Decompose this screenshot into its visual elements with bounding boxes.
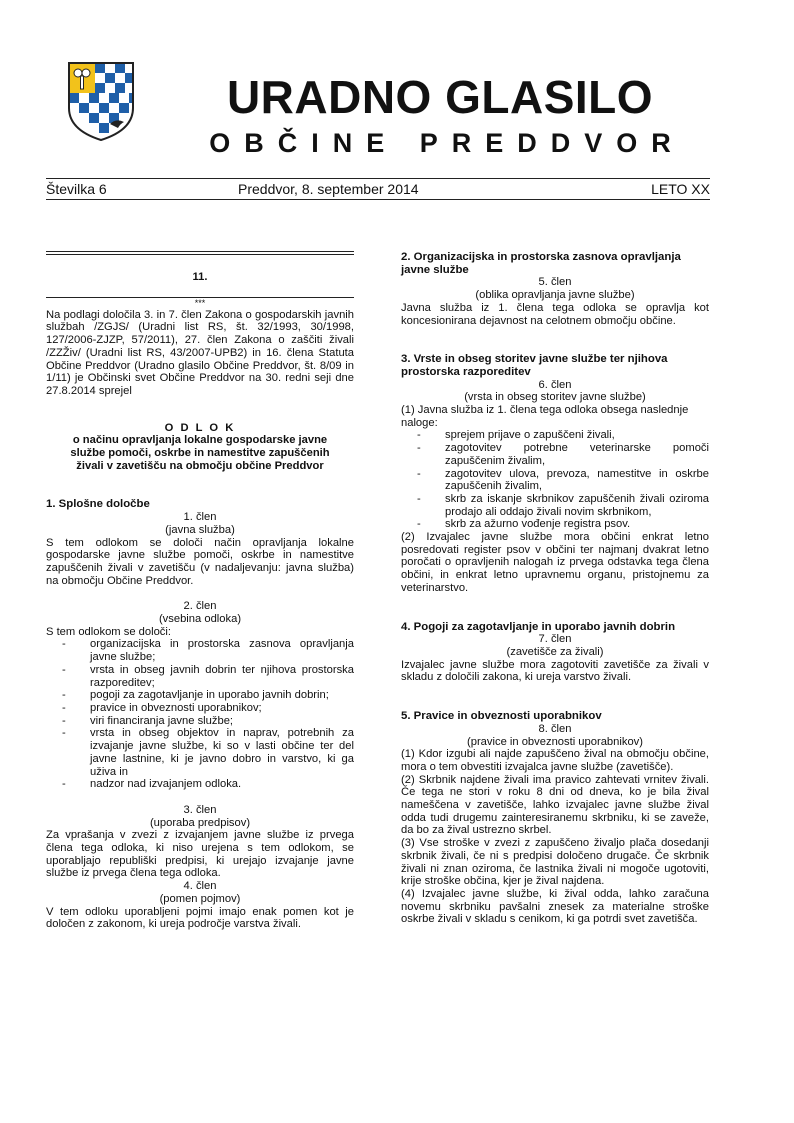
document-number: 11. [192,271,208,283]
article-number: 4. člen [183,880,217,893]
article-title: (pravice in obveznosti uporabnikov) [467,735,643,748]
list-item: - zagotovitev ulova, prevoza, namestitve in oskrbe zapuščenih živalim, [401,468,709,493]
issue-number: Številka 6 [46,181,107,197]
article-number: 6. člen [538,378,572,391]
list-item: - viri financiranja javne službe; [46,715,354,728]
article-text: (4) Izvajalec javne službe, ki žival odda, lahko zaračuna novemu skrbniku pavšalni znesek za materialne stroške oskrbe živali v skladu s cenikom, ki ga potrdi svet zavetišča. [401,887,709,926]
article-title: (javna služba) [165,523,235,536]
list-item: - skrb za ažurno vođenje registra psov. [401,518,709,531]
issue-place-date: Preddvor, 8. september 2014 [238,181,419,197]
list-item: - sprejem prijave o zapuščeni živali, [401,429,709,442]
article-number: 2. člen [183,600,217,613]
article-title: (pomen pojmov) [159,892,241,905]
article-text: (1) Kdor izgubi ali najde zapuščeno žival na območju občine, mora o tem obvestiti izvajalca javne službe (zavetišče). [401,748,709,773]
article-text: (3) Vse stroške v zvezi z zapuščeno živaljo plača dosedanji skrbnik živali, če ni s predpisi določeno drugače. Če skrbnik živali ni znan oziroma, če lastnika živali ni mogoče ugotoviti, krije stroške občina, kjer je žival najdena. [401,837,709,888]
section-heading: 1. Splošne določbe [46,498,150,511]
list-item: - vrsta in obseg javnih dobrin ter njihova prostorska razporeditev; [46,664,354,689]
odlok-subtitle-2: službe pomoči, oskrbe in namestitve zapuščenih [70,447,330,460]
article-text: (2) Izvajalec javne službe mora občini enkrat letno posredovati register psov v občini ter najmanj dvakrat letno poročati o opravljenih nalogah iz prvega odstavka tega člena občini, in enkrat letno upravnemu organu, pristojnemu za veterinarstvo. [401,531,709,594]
article-number: 8. člen [538,722,572,735]
article-text: Javna služba iz 1. člena tega odloka se opravlja kot koncesionirana dejavnost na celotnem območju občine. [401,301,709,327]
odlok-title: O D L O K [164,421,236,434]
article-text: (2) Skrbnik najdene živali ima pravico zahtevati vrnitev živali. Če tega ne stori v roku 8 dni od dneva, ko je bila žival nameščena v zavetišče, lahko izvajalec javne službe žival odda tudi drugemu zainteresiranemu skrbniku, ki se zaveže, da bo za žival ustrezno skrbel. [401,773,709,837]
article-number: 5. člen [538,276,572,289]
list-item: - pravice in obveznosti uporabnikov; [46,702,354,715]
section-heading: 2. Organizacijska in prostorska zasnova opravljanja javne službe [401,251,681,276]
article-title: (zavetišče za živali) [506,645,604,658]
article-title: (oblika opravljanja javne službe) [475,289,635,302]
article-text: Izvajalec javne službe mora zagotoviti zavetišče za živali v skladu z določili zakona, ki ureja varstvo živali. [401,658,709,684]
odlok-subtitle-3: živali v zavetišču na območju občine Preddvor [76,459,324,472]
list-item: - vrsta in obseg objektov in naprav, potrebnih za izvajanje javne službe, ki so v lasti občine ter del javne lastnine, ki je javno dobro in varstvo, ki ga uživa in [46,727,354,778]
article-number: 7. člen [538,633,572,646]
article-title: (vsebina odloka) [158,613,242,626]
article-text: V tem odloku uporabljeni pojmi imajo enak pomen kot je določen z zakonom, ki ureja področje varstva živali. [46,905,354,931]
article-list [401,429,709,531]
article-number: 1. člen [183,511,217,524]
section-heading: 4. Pogoji za zagotavljanje in uporabo javnih dobrin [401,620,676,633]
odlok-subtitle-1: o načinu opravljanja lokalne gospodarske javne [72,434,328,447]
right-column [401,251,709,926]
article-list [46,638,354,790]
section-heading: 5. Pravice in obveznosti uporabnikov [401,710,602,723]
article-text: Za vprašanja v zvezi z izvajanjem javne službe iz prvega člena tega odloka, ki niso urejena s tem odlokom, se uporabljajo republiški predpisi, ki urejajo izvajanje javne službe iz prvega člena tega odloka. [46,829,354,880]
stars-separator: *** [194,297,206,308]
article-text: S tem odlokom se določi način opravljanja lokalne gospodarske javne službe pomoči, oskrbe in namestitve zapuščenih živali v zavetišču (v nadaljevanju: javna služba) na območju Občine Preddvor. [46,536,354,587]
issue-year: LETO XX [651,181,710,197]
coat-of-arms-icon [66,60,136,142]
list-item: - zagotovitev potrebne veterinarske pomoči zapuščenim živalim, [401,442,709,467]
article-number: 3. člen [183,803,217,816]
list-item: - organizacijska in prostorska zasnova opravljanja javne službe; [46,638,354,663]
list-item: - skrb za iskanje skrbnikov zapuščenih živali oziroma prodajo ali oddajo živali novim skrbnikom, [401,493,709,518]
newsletter-title: URADNO GLASILO [226,71,654,123]
article-title: (uporaba predpisov) [149,816,251,829]
newsletter-subtitle: OBČINE PREDDVOR [209,128,685,158]
preamble: Na podlagi določila 3. in 7. člen Zakona o gospodarskih javnih službah /ZGJS/ (Uradni list RS, št. 32/1993, 30/1998, 127/2006-ZJZP, 57/2011), 27. člen Zakona o zaščiti živali /ZZŽiv/ (Uradni list RS, 43/2007-UPB2) in 16. člena Statuta Občine Preddvor (Uradno glasilo Občine Preddvor, št. 8/09 in 1/11) je Občinski svet Občine Preddvor na 30. redni seji dne 27.8.2014 sprejel [46,308,354,397]
left-column [46,251,354,931]
article-text: (1) Javna služba iz 1. člena tega odloka obsega naslednje naloge: [401,404,689,429]
issue-bar [46,178,710,200]
list-item: - pogoji za zagotavljanje in uporabo javnih dobrin; [46,689,354,702]
article-text: S tem odlokom se določi: [46,625,171,638]
section-heading: 3. Vrste in obseg storitev javne službe ter njihova prostorska razporeditev [401,353,668,378]
list-item: - nadzor nad izvajanjem odloka. [46,778,354,791]
article-title: (vrsta in obseg storitev javne službe) [464,391,646,404]
